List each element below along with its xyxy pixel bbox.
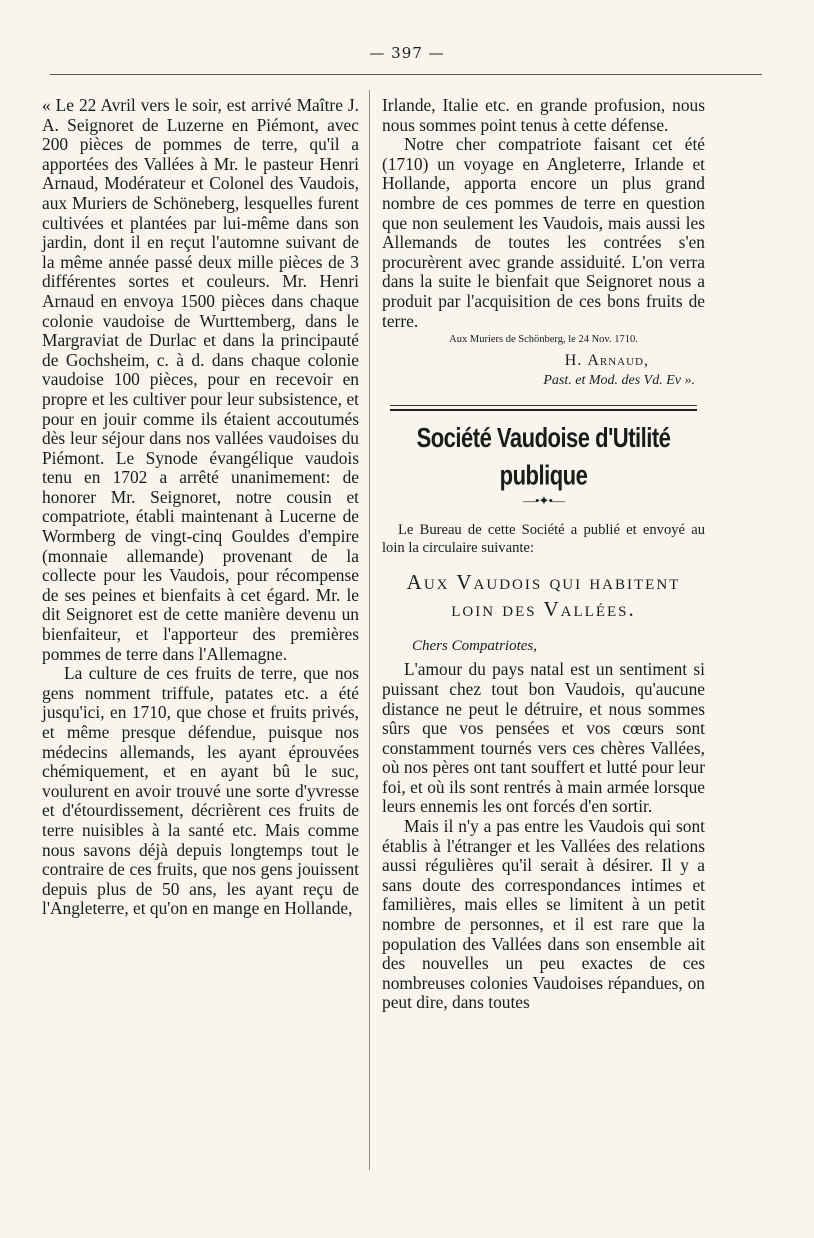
ornament-divider: —•✦•— [523,493,564,509]
signature [382,351,705,371]
paragraph-culture: La culture de ces fruits de terre, que nos gens nomment triffule, patates etc. a été jusqu'ici, en 1710, que chose et fruits privés, et même presque défendue, puisque nos médecins allemands, les ayant éprouvées chémiquement, et en ayant bû le suc, voulurent en avoir trouvé une sorte d'yvresse et d'étourdissement, décrièrent ces fruits de terre nuisibles à la santé etc. Mais comme nous savons déjà depuis longtemps tout le contraire de ces fruits, que nos gens jouissent depuis plus de 50 ans, les ayant reçu de l'Angleterre, et qu'on en mange en Hollande, [42,663,359,919]
intro-paragraph: Le Bureau de cette Société a publié et envoyé au loin la circulaire suivante: [382,521,705,556]
signature-title: Past. et Mod. des Vd. Ev ». [543,373,695,389]
paragraph-voyage: Notre cher compatriote faisant cet été (1710) un voyage en Angleterre, Irlande et Hollande, apporta encore un plus grand nombre de ces pommes de terre en question que non seulement les Vaudois, mais aussi les Allemands de toutes les contrées s'en procurèrent avec grande assiduité. L'on verra dans la suite le bienfait que Seignoret nous a produit par l'acquisition de ces bons fruits de terre. [382,134,705,331]
header-rule [50,74,762,75]
section-separator [390,405,697,411]
signature-name: Arnaud, [587,352,649,370]
column-divider [369,90,370,1170]
headline-line-2: loin des Vallées. [451,596,636,621]
dateline: Aux Muriers de Schönberg, le 24 Nov. 1710. [449,334,638,346]
signature-initial: H. [564,352,588,370]
paragraph-relations: Mais il n'y a pas entre les Vaudois qui sont établis à l'étranger et les Vallées des relations aussi régulières qu'il serait à désirer. Il y a sans doute des correspondances intimes et familières, mais elles se limitent à un petit nombre de personnes, et il est rare que la population des Vallées dans son ensemble ait des nouvelles un peu exactes de ces nombreuses colonies Vaudoises répandues, on peut dire, dans toutes [382,816,705,1013]
paragraph-amour-pays: L'amour du pays natal est un sentiment si puissant chez tout bon Vaudois, qu'aucune distance ne peut le détruire, et nous sommes sûrs que vos pensées et vos cœurs sont constamment tournés vers ces chères Vallées, où nos pères ont tant souffert et lutté pour leur foi, et où ils sont rentrés à main armée lorsque leurs ennemis les ont forcés d'en sortir. [382,659,705,817]
page-number: — 397 — [369,44,445,62]
section-title: Société Vaudoise d'Utilité publique [416,422,671,491]
salutation: Chers Compatriotes, [412,637,538,654]
left-column [42,96,359,919]
right-column [382,96,705,1013]
paragraph-continuation: Irlande, Italie etc. en grande profusion, nous nous sommes point tenus à cette défense. [382,95,705,135]
paragraph-seignoret-arrival: « Le 22 Avril vers le soir, est arrivé Maître J. A. Seignoret de Luzerne en Piémont, avec 200 pièces de pommes de terre, qu'il a apportées des Vallées à Mr. le pasteur Henri Arnaud, Modérateur et Colonel des Vaudois, aux Muriers de Schöneberg, lesquelles furent cultivées et plantées par lui-même dans son jardin, dont il en reçut l'automne suivant de la même année passé deux mille pièces de 3 différentes sortes et couleurs. Mr. Henri Arnaud en envoya 1500 pièces dans chaque colonie vaudoise de Wurttemberg, dans le Margraviat de Durlac et dans la principauté de Gochsheim, c. à d. dans chaque colonie vaudoise 100 pièces, pour en recevoir en propre et les cultiver pour leur subsistence, et pour en jouir comme ils étaient accoutumés dès leur séjour dans nos vallées vaudoises du Piémont. Le Synode évangélique vaudois tenu en 1702 a arrêté unanimement: de honorer Mr. Seignoret, notre cousin et compatriote, établi maintenant à Lucerne de Wormberg de vingt-cinq Gouldes d'empire (monnaie allemande) provenant de la collecte pour les Vaudois, pour récompense de ses peines et bienfaits à cet égard. Mr. le dit Seignoret est de cette manière devenu un bienfaiteur, et l'apporteur des premières pommes de terre dans l'Allemagne. [42,95,359,664]
circular-headline [382,569,705,623]
headline-line-1: Aux Vaudois qui habitent [406,569,681,594]
